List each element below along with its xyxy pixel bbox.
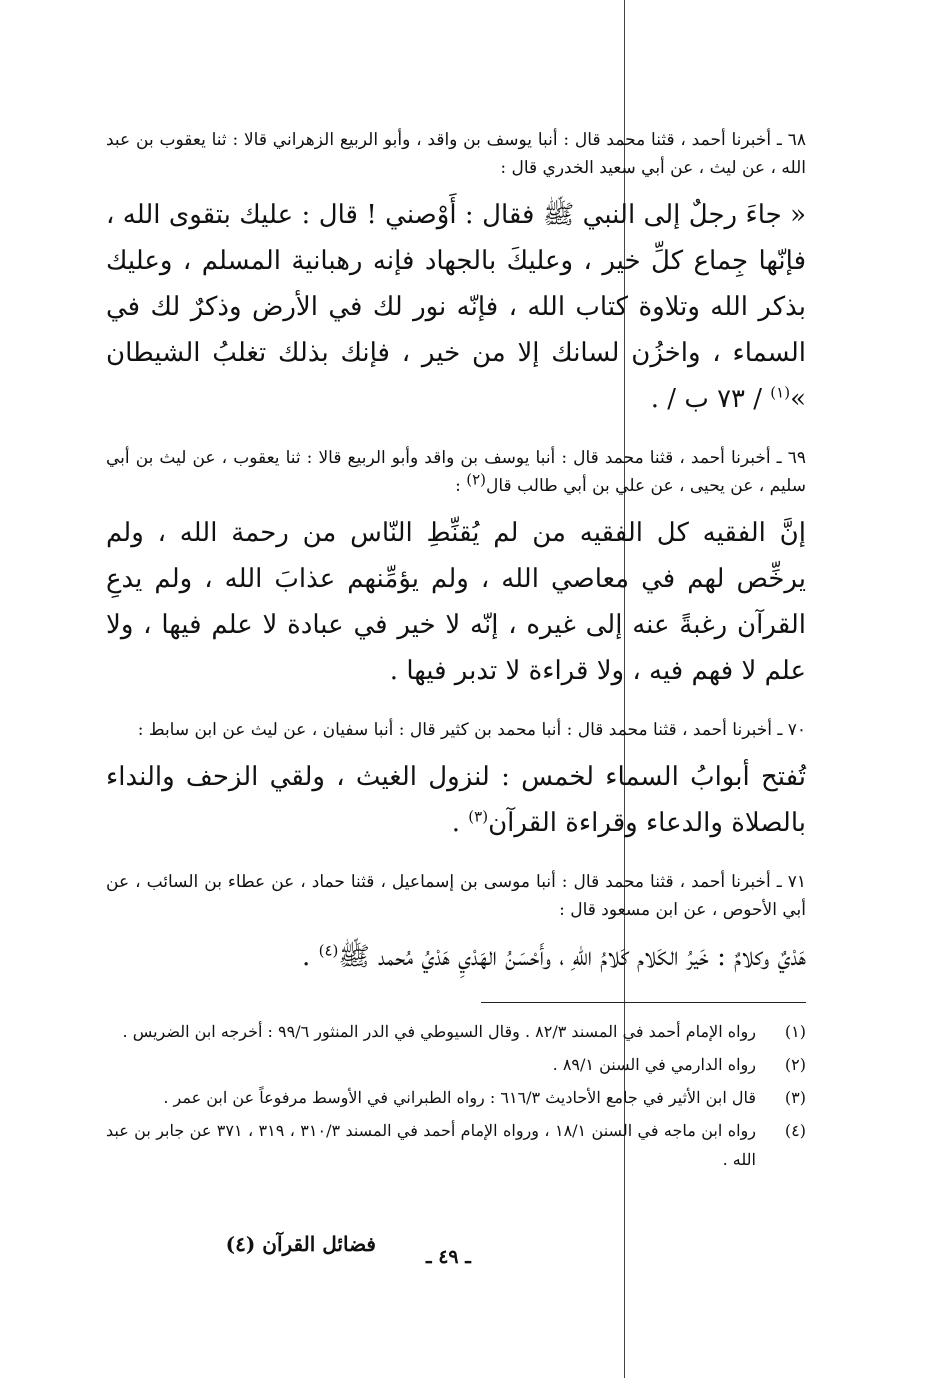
hadith-70-text: تُفتح أبوابُ السماء لخمس : لنزول الغيث ، ولقي الزحف والنداء بالصلاة والدعاء وقراءة القرآن$^{(٣)}$ . [106, 762, 806, 838]
footnote-text: رواه الإمام أحمد في المسند ٨٢/٣ . وقال السيوطي في الدر المنثور ٩٩/٦ : أخرجه ابن الضريس . [122, 1022, 756, 1041]
footnote-number: (٢) [784, 1055, 806, 1074]
hadith-69-text: إنَّ الفقيه كل الفقيه من لم يُقنِّطِ النّاس من رحمة الله ، ولم يرخِّص لهم في معاصي الله ، ولم يؤمِّنهم عذابَ الله ، ولم يدعِ القرآن رغبةً عنه إلى غيره ، إنّه لا خير في عبادة لا علم فيها ، ولا علم لا فهم فيه ، ولا قراءة لا تدبر فيها . [106, 518, 806, 686]
footnote-number: (١) [784, 1022, 806, 1041]
hadith-68-text: « جاءَ رجلٌ إلى النبي ﷺ فقال : أَوْصني ! قال : عليك بتقوى الله ، فإنّها جِماع كلِّ خير ، وعليكَ بالجهاد فإنه رهبانية المسلم ، وعليك بذكر الله وتلاوة كتاب الله ، فإنّه نور لك في الأرض وذكرٌ لك في السماء ، واخزُن لسانك إلا من خير ، فإنك بذلك تغلبُ الشيطان »$^{(١)}$ / ٧٣ ب / . [106, 200, 806, 414]
footnote-ref-1[interactable]: (١) [770, 383, 791, 402]
hadith-71-isnad: ٧١ ـ أخبرنا أحمد ، قثنا محمد قال : أنبا موسى بن إسماعيل ، قثنا حماد ، عن عطاء بن السائب ، عن أبي الأحوص ، عن ابن مسعود قال : [106, 872, 806, 920]
footnote-separator [481, 1002, 806, 1003]
footnote-4 [106, 1116, 806, 1174]
hadith-70-isnad: ٧٠ ـ أخبرنا أحمد ، قثنا محمد قال : أنبا محمد بن كثير قال : أنبا سفيان ، عن ليث عن ابن سابط : [137, 720, 806, 740]
footnote-1 [106, 1017, 806, 1046]
footnote-text: رواه ابن ماجه في السنن ١٨/١ ، ورواه الإمام أحمد في المسند ٣١٠/٣ ، ٣١٩ ، ٣٧١ عن جابر بن عبد الله . [106, 1121, 756, 1169]
footnote-ref-2[interactable]: (٢) [466, 470, 487, 489]
page-number: ـ ٤٩ ـ [426, 1246, 471, 1268]
footnote-number: (٣) [784, 1088, 806, 1107]
footnote-ref-4[interactable]: (٤) [318, 941, 339, 960]
footnote-text: رواه الدارمي في السنن ٨٩/١ . [552, 1055, 756, 1074]
hadith-68-isnad: ٦٨ ـ أخبرنا أحمد ، قثنا محمد قال : أنبا يوسف بن واقد ، وأبو الربيع الزهراني قالا : ثنا يعقوب بن عبد الله ، عن ليث ، عن أبي سعيد الخدري قال : [106, 130, 806, 178]
hadith-71-text: هَدْيٌ وكلامٌ : خَيرُ الكَلام كَلامُ اللهِ ، وأَحْسَنُ الهَدْيِ هَدْيُ مُحمد ﷺ$^{(٤)}$ . [302, 941, 806, 972]
footnote-ref-3[interactable]: (٣) [468, 807, 489, 826]
footnote-2 [106, 1050, 806, 1079]
hadith-69-isnad: ٦٩ ـ أخبرنا أحمد ، قثنا محمد قال : أنبا يوسف بن واقد وأبو الربيع قالا : ثنا يعقوب ، عن ليث بن أبي سليم ، عن يحيى ، عن علي بن أبي طالب قال(٢) : [106, 448, 806, 496]
page-body [106, 126, 806, 1178]
footnote-text: قال ابن الأثير في جامع الأحاديث ٦١٦/٣ : رواه الطبراني في الأوسط مرفوعاً عن ابن عمر . [163, 1088, 756, 1107]
footnote-number: (٤) [784, 1121, 806, 1140]
footnote-3 [106, 1083, 806, 1112]
book-title: فضائل القرآن (٤) [225, 1232, 376, 1256]
page-footer [106, 1232, 806, 1272]
